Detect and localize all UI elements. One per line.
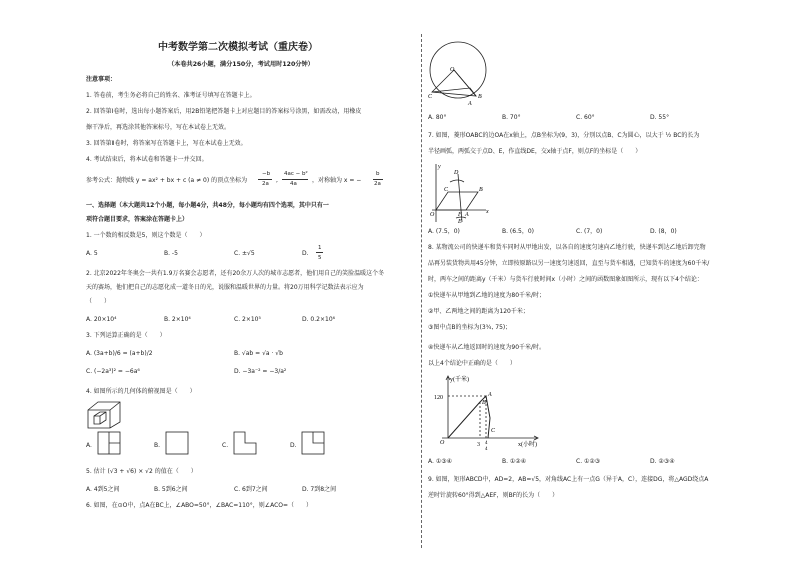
page-title: 中考数学第二次模拟考试（重庆卷） bbox=[158, 42, 318, 53]
q8-point-c: C bbox=[491, 428, 496, 434]
formula-frac-den: 2a bbox=[374, 181, 381, 187]
q9-stem: 9. 如图，矩形ABCD中，AD=2，AB=√5，对角线AC上有一点G（异于A，C），连接DG，将△AGD绕点A bbox=[428, 476, 709, 483]
q7-label-y: y bbox=[438, 164, 441, 170]
q3-option-d[interactable]: D. −3a⁻² = −3/a² bbox=[234, 368, 287, 375]
q3-option-c[interactable]: C. (−2a³)² = −6a⁶ bbox=[86, 368, 140, 375]
q8-claim: ①快递车从甲地到乙地的速度为80千米/时； bbox=[428, 292, 546, 299]
q7-rhombus-figure bbox=[428, 160, 492, 224]
q6-option-c[interactable]: C. 60° bbox=[576, 114, 595, 121]
q6-label-c: C bbox=[428, 94, 433, 100]
q4-option-d[interactable]: D. bbox=[290, 442, 297, 449]
q8-stem: 8. 某物流公司的快递车和货车同时从甲地出发，以各自的速度匀速向乙地行驶，快递车到达乙地后卸完物 bbox=[428, 244, 706, 251]
q7-label-c: C bbox=[444, 187, 449, 193]
q7-option-d[interactable]: D. (8，0) bbox=[650, 228, 677, 235]
q5-option-c[interactable]: C. 6到7之间 bbox=[234, 486, 268, 493]
q8-stem: 时，两车之间的距离y（千米）与货车行驶时间x（小时）之间的函数图象如图所示，现有以下4个结论： bbox=[428, 276, 703, 283]
section-heading: 项符合题目要求，答案涂在答题卡上） bbox=[86, 216, 189, 223]
reference-formula: 参考公式：抛物线 y = ax² + bx + c (a ≠ 0) 的顶点坐标为 −b 2a , 4ac − b² 4a ，对称轴为 x = − b 2a bbox=[86, 170, 416, 192]
formula-frac-num: b bbox=[376, 171, 380, 177]
q6-option-b[interactable]: B. 70° bbox=[502, 114, 521, 121]
q4-option-c-figure bbox=[233, 431, 257, 455]
q2-option-d[interactable]: D. 0.2×10⁶ bbox=[302, 316, 336, 323]
q7-option-a[interactable]: A. (7.5，0) bbox=[428, 228, 460, 235]
formula-frac-den: 4a bbox=[290, 181, 297, 187]
q6-label-b: B bbox=[478, 94, 482, 100]
q4-option-b-figure bbox=[165, 431, 189, 455]
q5-stem: 5. 估计 (√3 + √6) × √2 的值在（ ） bbox=[86, 468, 197, 475]
q7-label-o: O bbox=[430, 212, 435, 218]
q1-d-den: 5 bbox=[318, 255, 322, 261]
q1-d-num: 1 bbox=[318, 245, 322, 251]
q8-claim: ④快递车从乙地返回时的速度为90千米/时。 bbox=[428, 344, 546, 351]
q4-option-d-figure bbox=[301, 431, 325, 455]
q3-stem: 3. 下列运算正确的是（ ） bbox=[86, 332, 166, 339]
notice-item: 1. 答卷前，考生务必将自己的姓名、准考证号填写在答题卡上。 bbox=[86, 92, 256, 99]
q4-stem: 4. 如图所示的几何体的俯视图是（ ） bbox=[86, 388, 196, 395]
q7-label-e: E bbox=[458, 219, 462, 224]
q7-label-f: F bbox=[458, 212, 462, 218]
q8-x-tick2-den: 4 bbox=[485, 447, 488, 450]
q7-label-a: A bbox=[465, 212, 469, 218]
q7-label-d: D bbox=[454, 170, 459, 176]
q8-option-c[interactable]: C. ①②③ bbox=[576, 458, 601, 465]
notice-item: 2. 回答第Ⅰ卷时，选出每小题答案后，用2B铅笔把答题卡上对应题目的答案标号涂黑，如需改动，用橡皮 bbox=[86, 108, 362, 115]
q8-origin: O bbox=[440, 440, 445, 446]
q8-option-a[interactable]: A. ①③④ bbox=[428, 458, 452, 465]
q8-y-axis-label: y(千米) bbox=[450, 377, 469, 383]
q8-point-a: A bbox=[488, 392, 492, 398]
notice-item: 4. 考试结束后，将本试卷和答题卡一并交回。 bbox=[86, 156, 208, 163]
q2-stem: 天的赛场，他们把自己的志愿化成一道冬日的光，说服和温暖世界的力量。将20万用科学记数法表示应为 bbox=[86, 284, 364, 291]
q4-option-a-figure bbox=[97, 431, 121, 455]
q7-stem: 半径画弧，两弧交于点D、E，作直线DE，交x轴于点F，则点F的坐标是（ ） bbox=[428, 148, 642, 155]
q6-option-d[interactable]: D. 55° bbox=[650, 114, 670, 121]
q7-label-b: B bbox=[479, 187, 483, 193]
formula-frac-num: 4ac − b² bbox=[284, 171, 308, 177]
q5-option-b[interactable]: B. 5到6之间 bbox=[154, 486, 188, 493]
column-divider bbox=[421, 34, 422, 548]
q7-stem: 7. 如图，菱形OABC的边OA在x轴上，点B坐标为(9，3)，分别以点B、C为圆心，以大于 ½ BC的长为 bbox=[428, 132, 700, 139]
q6-stem: 6. 如图，在⊙O中，点A在BC上，∠ABO=50°，∠BAC=110°，则∠ACO=（ ） bbox=[86, 502, 313, 509]
formula-text: ，对称轴为 x = − bbox=[312, 177, 362, 184]
q6-option-a[interactable]: A. 80° bbox=[428, 114, 447, 121]
q8-distance-graph bbox=[428, 372, 548, 450]
notice-heading: 注意事项： bbox=[86, 76, 117, 83]
q5-option-a[interactable]: A. 4到5之间 bbox=[86, 486, 120, 493]
q1-stem: 1. 一个数的相反数是5，则这个数是（ ） bbox=[86, 232, 206, 239]
q8-x-tick: 3 bbox=[477, 442, 480, 448]
q4-option-c[interactable]: C. bbox=[222, 442, 229, 449]
q8-option-d[interactable]: D. ②③④ bbox=[650, 458, 675, 465]
q1-option-a[interactable]: A. 5 bbox=[86, 250, 98, 257]
q6-circle-figure bbox=[428, 36, 488, 108]
page-subtitle: （本卷共26小题，满分150分，考试用时120分钟） bbox=[168, 61, 314, 68]
q4-solid-figure bbox=[86, 400, 122, 430]
q8-x-axis-label: x(小时) bbox=[518, 442, 537, 448]
q1-option-c[interactable]: C. ±√5 bbox=[234, 250, 255, 257]
q8-question: 以上4个结论中正确的是（ ） bbox=[428, 360, 516, 367]
q4-option-b[interactable]: B. bbox=[154, 442, 161, 449]
q4-option-a[interactable]: A. bbox=[86, 442, 92, 449]
formula-frac-den: 2a bbox=[262, 181, 269, 187]
q6-label-o: O bbox=[450, 67, 455, 73]
q6-label-a: A bbox=[468, 101, 472, 107]
q3-option-a[interactable]: A. (3a+b)/6 = (a+b)/2 bbox=[86, 350, 153, 357]
formula-text: 参考公式：抛物线 y = ax² + bx + c (a ≠ 0) 的顶点坐标为 bbox=[86, 177, 248, 184]
q2-stem: 2. 北京2022年冬奥会一共有1.9万名赛会志愿者，还有20余万人次的城市志愿者，他们用自己的笑脸温暖这个冬 bbox=[86, 270, 385, 277]
q8-y-tick: 120 bbox=[434, 395, 443, 401]
q2-option-c[interactable]: C. 2×10⁵ bbox=[234, 316, 261, 323]
q1-option-b[interactable]: B. -5 bbox=[164, 250, 178, 257]
q9-stem: 逆时针旋转60°得到△AEF，则BF的长为（ ） bbox=[428, 492, 559, 499]
q8-x-tick2-num: 4 bbox=[485, 441, 488, 446]
formula-frac-num: −b bbox=[262, 171, 271, 177]
q2-option-b[interactable]: B. 2×10⁴ bbox=[164, 316, 191, 323]
q8-stem: 品再另装货物共用45分钟，立即按原路以另一速度匀速返回，直至与货车相遇，已知货车的速度为60千米/ bbox=[428, 260, 710, 267]
q8-claim: ③图中点B的坐标为(3¾, 75)； bbox=[428, 324, 512, 331]
q2-stem: （ ） bbox=[86, 298, 111, 305]
notice-item: 擦干净后，再选涂其他答案标号，写在本试卷上无效。 bbox=[86, 124, 231, 131]
notice-item: 3. 回答第Ⅱ卷时，将答案写在答题卡上，写在本试卷上无效。 bbox=[86, 140, 247, 147]
q8-claim: ②甲、乙两地之间的距离为120千米； bbox=[428, 308, 529, 315]
q1-option-d[interactable]: D. bbox=[302, 250, 309, 257]
q7-option-c[interactable]: C. (7，0) bbox=[576, 228, 603, 235]
q5-option-d[interactable]: D. 7到8之间 bbox=[302, 486, 337, 493]
section-heading: 一、选择题（本大题共12个小题，每小题4分，共48分，每小题均有四个选项，其中只有一 bbox=[86, 202, 329, 209]
q3-option-b[interactable]: B. √ab = √a · √b bbox=[234, 350, 283, 357]
q8-option-b[interactable]: B. ①②④ bbox=[502, 458, 527, 465]
q7-option-b[interactable]: B. (6.5，0) bbox=[502, 228, 534, 235]
q7-label-x: x bbox=[486, 209, 489, 215]
q2-option-a[interactable]: A. 20×10⁴ bbox=[86, 316, 117, 323]
q8-point-b: B bbox=[482, 400, 486, 406]
